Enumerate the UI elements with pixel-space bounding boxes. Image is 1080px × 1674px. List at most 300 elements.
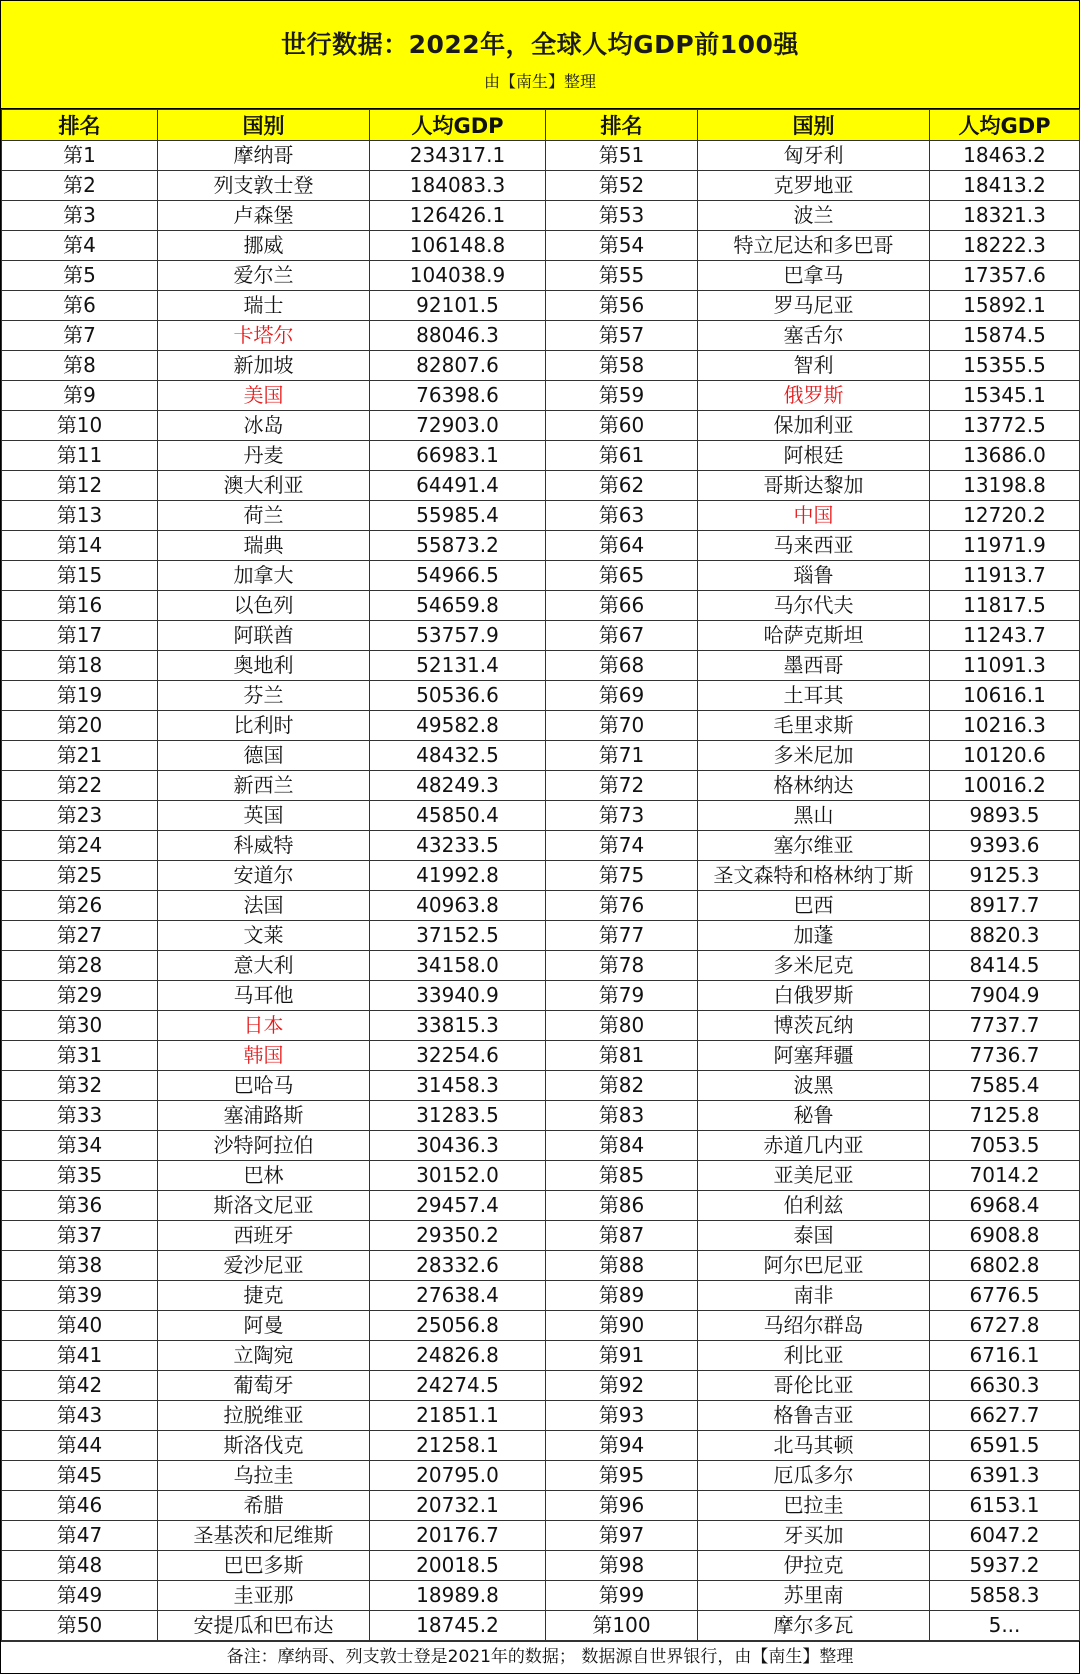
cell-rank-left: 第42 <box>2 1371 158 1401</box>
cell-rank-right: 第55 <box>546 261 698 291</box>
cell-gdp-left: 234317.1 <box>370 141 546 171</box>
cell-gdp-left: 34158.0 <box>370 951 546 981</box>
table-row <box>2 1071 1080 1101</box>
cell-rank-left: 第49 <box>2 1581 158 1611</box>
cell-gdp-left: 31458.3 <box>370 1071 546 1101</box>
col-header-gdp-right: 人均GDP <box>930 110 1080 141</box>
col-header-country-left: 国别 <box>158 110 370 141</box>
cell-gdp-left: 18745.2 <box>370 1611 546 1641</box>
cell-rank-right: 第90 <box>546 1311 698 1341</box>
table-row <box>2 921 1080 951</box>
cell-gdp-left: 106148.8 <box>370 231 546 261</box>
cell-country-left: 荷兰 <box>158 501 370 531</box>
table-row <box>2 1461 1080 1491</box>
cell-gdp-right: 11817.5 <box>930 591 1080 621</box>
cell-rank-right: 第99 <box>546 1581 698 1611</box>
cell-country-right: 克罗地亚 <box>698 171 930 201</box>
cell-country-left: 挪威 <box>158 231 370 261</box>
cell-country-right: 哈萨克斯坦 <box>698 621 930 651</box>
cell-rank-left: 第27 <box>2 921 158 951</box>
cell-rank-left: 第22 <box>2 771 158 801</box>
cell-country-right: 多米尼加 <box>698 741 930 771</box>
cell-gdp-left: 53757.9 <box>370 621 546 651</box>
table-row <box>2 1371 1080 1401</box>
cell-country-left: 爱沙尼亚 <box>158 1251 370 1281</box>
cell-country-left: 瑞士 <box>158 291 370 321</box>
cell-gdp-right: 10616.1 <box>930 681 1080 711</box>
cell-rank-left: 第30 <box>2 1011 158 1041</box>
cell-gdp-right: 7125.8 <box>930 1101 1080 1131</box>
cell-country-right: 伯利兹 <box>698 1191 930 1221</box>
table-row <box>2 1251 1080 1281</box>
cell-rank-right: 第94 <box>546 1431 698 1461</box>
cell-country-right: 多米尼克 <box>698 951 930 981</box>
table-header-banner <box>1 1 1079 109</box>
cell-gdp-right: 15345.1 <box>930 381 1080 411</box>
table-row <box>2 231 1080 261</box>
cell-country-left: 卢森堡 <box>158 201 370 231</box>
col-header-rank-left: 排名 <box>2 110 158 141</box>
cell-country-left: 巴巴多斯 <box>158 1551 370 1581</box>
cell-rank-left: 第36 <box>2 1191 158 1221</box>
cell-country-right: 巴拉圭 <box>698 1491 930 1521</box>
cell-country-left: 加拿大 <box>158 561 370 591</box>
table-row <box>2 501 1080 531</box>
cell-gdp-left: 49582.8 <box>370 711 546 741</box>
cell-rank-right: 第95 <box>546 1461 698 1491</box>
cell-country-left: 塞浦路斯 <box>158 1101 370 1131</box>
cell-rank-right: 第59 <box>546 381 698 411</box>
cell-country-right: 哥伦比亚 <box>698 1371 930 1401</box>
cell-rank-right: 第77 <box>546 921 698 951</box>
cell-country-right: 马来西亚 <box>698 531 930 561</box>
table-row <box>2 1491 1080 1521</box>
table-row <box>2 1221 1080 1251</box>
cell-rank-right: 第62 <box>546 471 698 501</box>
cell-country-right: 亚美尼亚 <box>698 1161 930 1191</box>
cell-rank-left: 第45 <box>2 1461 158 1491</box>
col-header-gdp-left: 人均GDP <box>370 110 546 141</box>
cell-gdp-left: 28332.6 <box>370 1251 546 1281</box>
table-row <box>2 531 1080 561</box>
cell-gdp-left: 33940.9 <box>370 981 546 1011</box>
cell-country-left: 摩纳哥 <box>158 141 370 171</box>
cell-country-right: 巴拿马 <box>698 261 930 291</box>
cell-gdp-left: 21851.1 <box>370 1401 546 1431</box>
cell-country-right: 苏里南 <box>698 1581 930 1611</box>
cell-country-left: 希腊 <box>158 1491 370 1521</box>
cell-gdp-left: 66983.1 <box>370 441 546 471</box>
table-row <box>2 441 1080 471</box>
table-row <box>2 681 1080 711</box>
table-row <box>2 1011 1080 1041</box>
cell-country-right: 黑山 <box>698 801 930 831</box>
cell-gdp-left: 21258.1 <box>370 1431 546 1461</box>
cell-country-right: 博茨瓦纳 <box>698 1011 930 1041</box>
cell-gdp-right: 9893.5 <box>930 801 1080 831</box>
cell-gdp-left: 33815.3 <box>370 1011 546 1041</box>
cell-gdp-left: 31283.5 <box>370 1101 546 1131</box>
cell-gdp-right: 9125.3 <box>930 861 1080 891</box>
cell-rank-left: 第16 <box>2 591 158 621</box>
table-row <box>2 591 1080 621</box>
cell-country-left: 以色列 <box>158 591 370 621</box>
cell-gdp-right: 7904.9 <box>930 981 1080 1011</box>
cell-gdp-left: 55873.2 <box>370 531 546 561</box>
cell-gdp-right: 11913.7 <box>930 561 1080 591</box>
cell-gdp-left: 37152.5 <box>370 921 546 951</box>
cell-country-left: 拉脱维亚 <box>158 1401 370 1431</box>
cell-country-left: 马耳他 <box>158 981 370 1011</box>
cell-gdp-right: 11091.3 <box>930 651 1080 681</box>
cell-country-right: 俄罗斯 <box>698 381 930 411</box>
cell-country-right: 赤道几内亚 <box>698 1131 930 1161</box>
cell-country-left: 英国 <box>158 801 370 831</box>
cell-rank-right: 第88 <box>546 1251 698 1281</box>
cell-rank-right: 第83 <box>546 1101 698 1131</box>
cell-rank-left: 第29 <box>2 981 158 1011</box>
table-row <box>2 1191 1080 1221</box>
cell-rank-right: 第64 <box>546 531 698 561</box>
cell-country-right: 特立尼达和多巴哥 <box>698 231 930 261</box>
cell-country-right: 中国 <box>698 501 930 531</box>
cell-gdp-left: 20795.0 <box>370 1461 546 1491</box>
cell-country-right: 土耳其 <box>698 681 930 711</box>
table-row <box>2 1131 1080 1161</box>
cell-country-left: 阿联酋 <box>158 621 370 651</box>
table-row <box>2 1551 1080 1581</box>
cell-rank-right: 第84 <box>546 1131 698 1161</box>
cell-gdp-left: 88046.3 <box>370 321 546 351</box>
cell-rank-left: 第7 <box>2 321 158 351</box>
cell-gdp-right: 17357.6 <box>930 261 1080 291</box>
cell-rank-right: 第72 <box>546 771 698 801</box>
cell-gdp-left: 126426.1 <box>370 201 546 231</box>
cell-country-right: 阿根廷 <box>698 441 930 471</box>
cell-gdp-left: 41992.8 <box>370 861 546 891</box>
cell-gdp-right: 12720.2 <box>930 501 1080 531</box>
cell-country-left: 德国 <box>158 741 370 771</box>
cell-rank-left: 第2 <box>2 171 158 201</box>
cell-gdp-right: 7585.4 <box>930 1071 1080 1101</box>
cell-country-right: 墨西哥 <box>698 651 930 681</box>
cell-rank-right: 第63 <box>546 501 698 531</box>
cell-rank-left: 第11 <box>2 441 158 471</box>
cell-rank-left: 第10 <box>2 411 158 441</box>
cell-country-right: 马绍尔群岛 <box>698 1311 930 1341</box>
cell-country-left: 瑞典 <box>158 531 370 561</box>
cell-country-right: 秘鲁 <box>698 1101 930 1131</box>
cell-rank-right: 第85 <box>546 1161 698 1191</box>
cell-rank-right: 第81 <box>546 1041 698 1071</box>
cell-country-right: 毛里求斯 <box>698 711 930 741</box>
cell-country-left: 芬兰 <box>158 681 370 711</box>
cell-country-left: 葡萄牙 <box>158 1371 370 1401</box>
cell-rank-left: 第18 <box>2 651 158 681</box>
cell-gdp-right: 7736.7 <box>930 1041 1080 1071</box>
table-row <box>2 891 1080 921</box>
cell-gdp-left: 24274.5 <box>370 1371 546 1401</box>
cell-country-left: 科威特 <box>158 831 370 861</box>
cell-gdp-left: 55985.4 <box>370 501 546 531</box>
cell-country-left: 澳大利亚 <box>158 471 370 501</box>
cell-rank-right: 第56 <box>546 291 698 321</box>
cell-country-right: 马尔代夫 <box>698 591 930 621</box>
cell-rank-left: 第39 <box>2 1281 158 1311</box>
cell-country-left: 新西兰 <box>158 771 370 801</box>
cell-gdp-right: 6776.5 <box>930 1281 1080 1311</box>
cell-country-right: 北马其顿 <box>698 1431 930 1461</box>
cell-rank-right: 第78 <box>546 951 698 981</box>
cell-gdp-left: 82807.6 <box>370 351 546 381</box>
cell-rank-left: 第38 <box>2 1251 158 1281</box>
table-row <box>2 171 1080 201</box>
cell-rank-left: 第3 <box>2 201 158 231</box>
cell-gdp-right: 13686.0 <box>930 441 1080 471</box>
cell-gdp-left: 29457.4 <box>370 1191 546 1221</box>
cell-rank-right: 第73 <box>546 801 698 831</box>
cell-rank-right: 第53 <box>546 201 698 231</box>
cell-rank-left: 第32 <box>2 1071 158 1101</box>
cell-gdp-right: 6908.8 <box>930 1221 1080 1251</box>
cell-gdp-right: 6716.1 <box>930 1341 1080 1371</box>
cell-rank-right: 第92 <box>546 1371 698 1401</box>
cell-gdp-right: 10016.2 <box>930 771 1080 801</box>
table-row <box>2 741 1080 771</box>
cell-gdp-left: 29350.2 <box>370 1221 546 1251</box>
cell-country-right: 摩尔多瓦 <box>698 1611 930 1641</box>
cell-rank-left: 第47 <box>2 1521 158 1551</box>
cell-gdp-left: 32254.6 <box>370 1041 546 1071</box>
cell-country-right: 伊拉克 <box>698 1551 930 1581</box>
cell-rank-left: 第37 <box>2 1221 158 1251</box>
column-header-row <box>2 110 1080 141</box>
table-row <box>2 561 1080 591</box>
cell-gdp-right: 7737.7 <box>930 1011 1080 1041</box>
cell-gdp-right: 13772.5 <box>930 411 1080 441</box>
cell-gdp-left: 50536.6 <box>370 681 546 711</box>
cell-gdp-left: 18989.8 <box>370 1581 546 1611</box>
table-row <box>2 1401 1080 1431</box>
cell-rank-left: 第12 <box>2 471 158 501</box>
cell-country-right: 匈牙利 <box>698 141 930 171</box>
table-row <box>2 471 1080 501</box>
table-row <box>2 951 1080 981</box>
cell-gdp-right: 6391.3 <box>930 1461 1080 1491</box>
table-row <box>2 261 1080 291</box>
cell-country-left: 美国 <box>158 381 370 411</box>
cell-country-right: 圣文森特和格林纳丁斯 <box>698 861 930 891</box>
cell-country-right: 厄瓜多尔 <box>698 1461 930 1491</box>
cell-gdp-right: 6727.8 <box>930 1311 1080 1341</box>
cell-gdp-right: 10120.6 <box>930 741 1080 771</box>
cell-gdp-left: 43233.5 <box>370 831 546 861</box>
cell-rank-left: 第50 <box>2 1611 158 1641</box>
cell-rank-right: 第86 <box>546 1191 698 1221</box>
cell-rank-right: 第61 <box>546 441 698 471</box>
cell-rank-right: 第79 <box>546 981 698 1011</box>
cell-country-left: 法国 <box>158 891 370 921</box>
cell-country-left: 巴林 <box>158 1161 370 1191</box>
cell-gdp-left: 104038.9 <box>370 261 546 291</box>
cell-gdp-right: 11243.7 <box>930 621 1080 651</box>
cell-gdp-right: 6627.7 <box>930 1401 1080 1431</box>
cell-rank-left: 第35 <box>2 1161 158 1191</box>
cell-country-left: 冰岛 <box>158 411 370 441</box>
cell-gdp-right: 18321.3 <box>930 201 1080 231</box>
cell-gdp-right: 8414.5 <box>930 951 1080 981</box>
cell-gdp-left: 54966.5 <box>370 561 546 591</box>
cell-gdp-right: 15892.1 <box>930 291 1080 321</box>
cell-rank-right: 第69 <box>546 681 698 711</box>
cell-gdp-left: 92101.5 <box>370 291 546 321</box>
cell-rank-left: 第20 <box>2 711 158 741</box>
cell-gdp-left: 25056.8 <box>370 1311 546 1341</box>
cell-country-right: 阿尔巴尼亚 <box>698 1251 930 1281</box>
cell-rank-left: 第1 <box>2 141 158 171</box>
table-row <box>2 981 1080 1011</box>
cell-gdp-left: 45850.4 <box>370 801 546 831</box>
cell-rank-left: 第41 <box>2 1341 158 1371</box>
cell-gdp-left: 48249.3 <box>370 771 546 801</box>
cell-rank-right: 第76 <box>546 891 698 921</box>
cell-country-right: 格林纳达 <box>698 771 930 801</box>
cell-rank-right: 第80 <box>546 1011 698 1041</box>
table-row <box>2 801 1080 831</box>
cell-country-left: 巴哈马 <box>158 1071 370 1101</box>
cell-gdp-left: 27638.4 <box>370 1281 546 1311</box>
table-row <box>2 1311 1080 1341</box>
table-row <box>2 201 1080 231</box>
cell-rank-right: 第91 <box>546 1341 698 1371</box>
cell-rank-right: 第87 <box>546 1221 698 1251</box>
cell-rank-right: 第51 <box>546 141 698 171</box>
cell-rank-left: 第9 <box>2 381 158 411</box>
page-title: 世行数据：2022年，全球人均GDP前100强 <box>281 30 799 59</box>
cell-country-right: 阿塞拜疆 <box>698 1041 930 1071</box>
cell-country-left: 卡塔尔 <box>158 321 370 351</box>
cell-rank-left: 第15 <box>2 561 158 591</box>
cell-gdp-right: 18222.3 <box>930 231 1080 261</box>
cell-gdp-left: 64491.4 <box>370 471 546 501</box>
cell-rank-left: 第14 <box>2 531 158 561</box>
table-row <box>2 141 1080 171</box>
cell-gdp-right: 6630.3 <box>930 1371 1080 1401</box>
cell-rank-left: 第23 <box>2 801 158 831</box>
cell-country-left: 丹麦 <box>158 441 370 471</box>
cell-rank-left: 第26 <box>2 891 158 921</box>
table-row <box>2 831 1080 861</box>
cell-gdp-right: 8917.7 <box>930 891 1080 921</box>
cell-country-left: 爱尔兰 <box>158 261 370 291</box>
cell-country-right: 波黑 <box>698 1071 930 1101</box>
cell-gdp-right: 8820.3 <box>930 921 1080 951</box>
cell-country-right: 巴西 <box>698 891 930 921</box>
cell-rank-left: 第34 <box>2 1131 158 1161</box>
cell-rank-right: 第67 <box>546 621 698 651</box>
cell-gdp-right: 6047.2 <box>930 1521 1080 1551</box>
cell-country-right: 智利 <box>698 351 930 381</box>
cell-country-right: 加蓬 <box>698 921 930 951</box>
gdp-table <box>1 109 1080 1641</box>
cell-rank-right: 第82 <box>546 1071 698 1101</box>
cell-gdp-right: 5858.3 <box>930 1581 1080 1611</box>
table-row <box>2 1431 1080 1461</box>
cell-country-right: 哥斯达黎加 <box>698 471 930 501</box>
cell-gdp-left: 184083.3 <box>370 171 546 201</box>
cell-gdp-right: 9393.6 <box>930 831 1080 861</box>
page-subtitle: 由【南生】整理 <box>483 72 596 91</box>
cell-rank-right: 第96 <box>546 1491 698 1521</box>
footnote: 备注：摩纳哥、列支敦士登是2021年的数据； 数据源自世界银行，由【南生】整理 <box>1 1641 1079 1672</box>
cell-rank-left: 第24 <box>2 831 158 861</box>
cell-country-left: 圣基茨和尼维斯 <box>158 1521 370 1551</box>
cell-rank-left: 第48 <box>2 1551 158 1581</box>
cell-gdp-right: 18463.2 <box>930 141 1080 171</box>
cell-gdp-right: 6153.1 <box>930 1491 1080 1521</box>
cell-rank-right: 第100 <box>546 1611 698 1641</box>
cell-gdp-right: 6968.4 <box>930 1191 1080 1221</box>
cell-country-right: 塞尔维亚 <box>698 831 930 861</box>
table-row <box>2 621 1080 651</box>
cell-country-right: 罗马尼亚 <box>698 291 930 321</box>
cell-gdp-right: 5... <box>930 1611 1080 1641</box>
cell-country-left: 乌拉圭 <box>158 1461 370 1491</box>
cell-gdp-left: 20018.5 <box>370 1551 546 1581</box>
cell-rank-left: 第28 <box>2 951 158 981</box>
cell-gdp-left: 40963.8 <box>370 891 546 921</box>
cell-country-left: 立陶宛 <box>158 1341 370 1371</box>
table-row <box>2 411 1080 441</box>
cell-gdp-left: 20176.7 <box>370 1521 546 1551</box>
cell-gdp-right: 5937.2 <box>930 1551 1080 1581</box>
cell-rank-left: 第31 <box>2 1041 158 1071</box>
table-row <box>2 351 1080 381</box>
cell-gdp-left: 72903.0 <box>370 411 546 441</box>
cell-country-right: 格鲁吉亚 <box>698 1401 930 1431</box>
cell-rank-left: 第44 <box>2 1431 158 1461</box>
cell-gdp-left: 48432.5 <box>370 741 546 771</box>
table-row <box>2 861 1080 891</box>
cell-gdp-left: 30436.3 <box>370 1131 546 1161</box>
cell-country-left: 西班牙 <box>158 1221 370 1251</box>
cell-country-right: 利比亚 <box>698 1341 930 1371</box>
cell-gdp-left: 24826.8 <box>370 1341 546 1371</box>
table-body <box>2 141 1080 1641</box>
cell-country-left: 列支敦士登 <box>158 171 370 201</box>
cell-country-left: 安道尔 <box>158 861 370 891</box>
cell-rank-left: 第46 <box>2 1491 158 1521</box>
cell-gdp-right: 18413.2 <box>930 171 1080 201</box>
cell-rank-right: 第60 <box>546 411 698 441</box>
cell-gdp-right: 15874.5 <box>930 321 1080 351</box>
cell-country-right: 牙买加 <box>698 1521 930 1551</box>
table-row <box>2 1101 1080 1131</box>
cell-rank-left: 第21 <box>2 741 158 771</box>
cell-rank-right: 第93 <box>546 1401 698 1431</box>
cell-gdp-left: 76398.6 <box>370 381 546 411</box>
cell-rank-right: 第57 <box>546 321 698 351</box>
cell-rank-left: 第5 <box>2 261 158 291</box>
cell-rank-left: 第13 <box>2 501 158 531</box>
table-row <box>2 381 1080 411</box>
cell-rank-right: 第68 <box>546 651 698 681</box>
cell-rank-right: 第75 <box>546 861 698 891</box>
cell-rank-left: 第17 <box>2 621 158 651</box>
cell-gdp-left: 20732.1 <box>370 1491 546 1521</box>
cell-country-right: 保加利亚 <box>698 411 930 441</box>
table-row <box>2 1611 1080 1641</box>
